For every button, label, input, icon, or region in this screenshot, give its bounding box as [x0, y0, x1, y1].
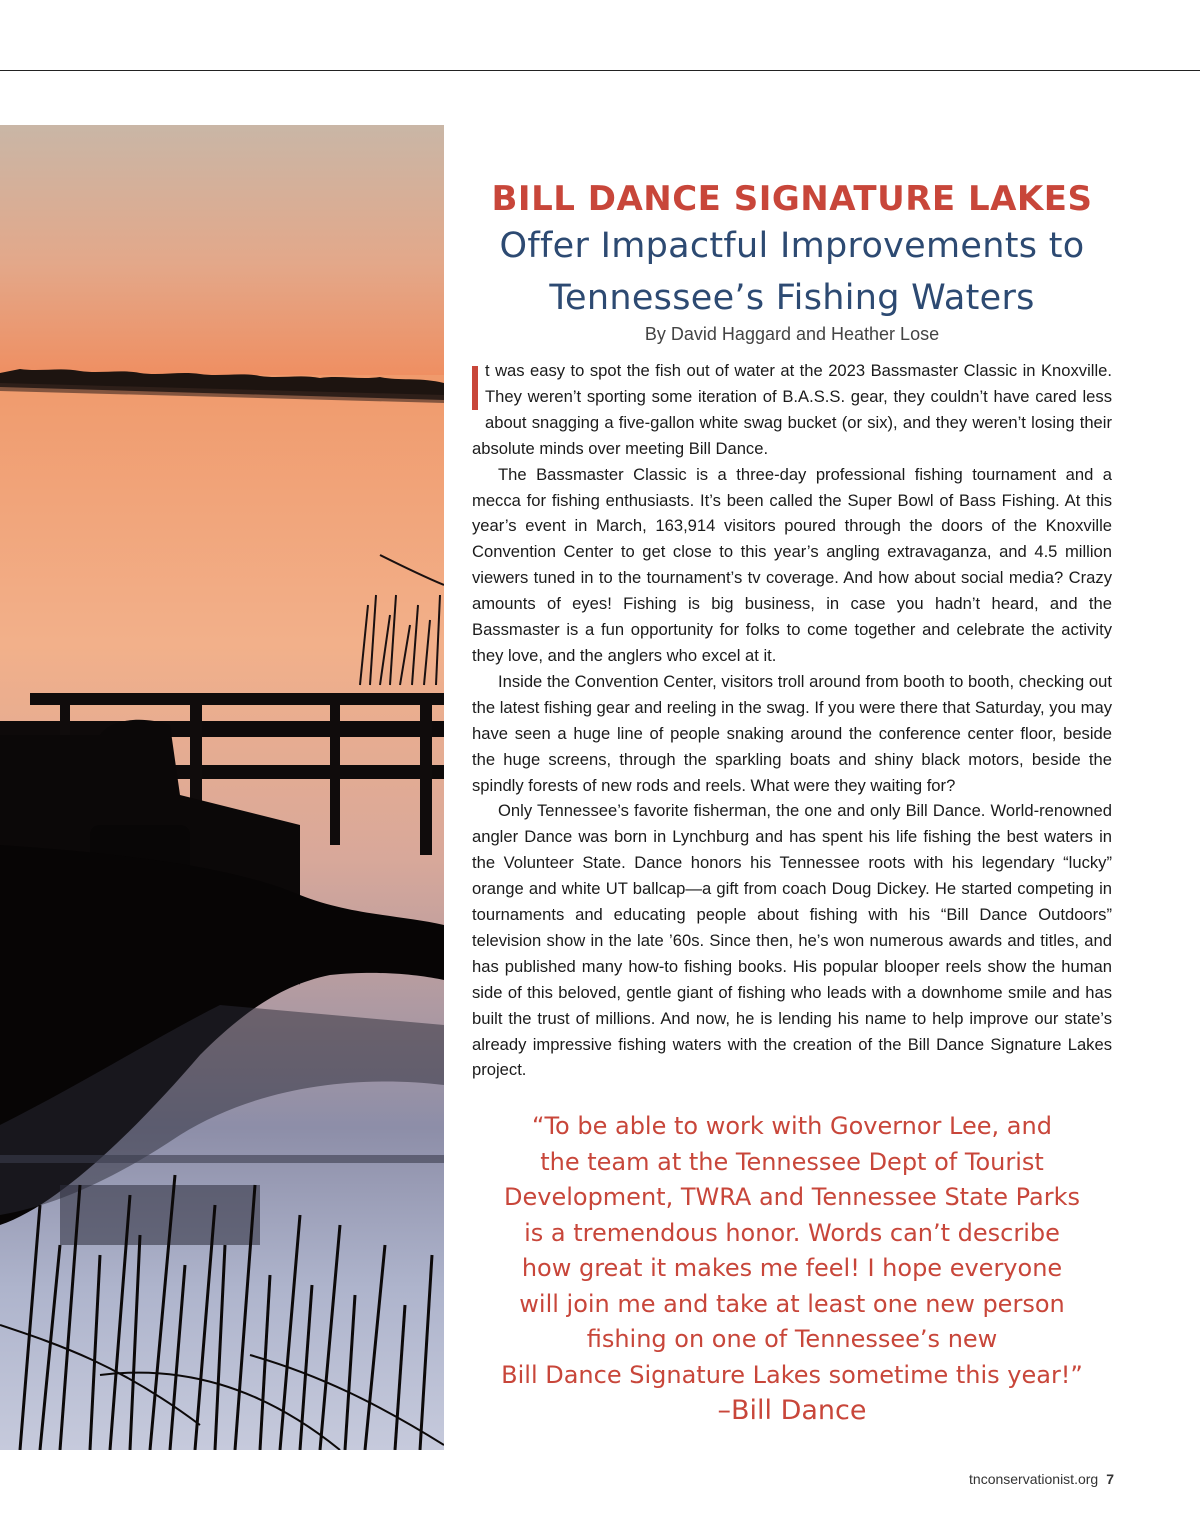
paragraph: The Bassmaster Classic is a three-day professional fishing tournament and a mecca for fishing enthusiasts. It’s been called the Super Bowl of Bass Fishing. At this year’s event in March, 163,914 visitors poured through the doors of the Knoxville Convention Center to get close to this year’s angling extravaganza, and 4.5 million viewers tuned in to the tournament’s tv coverage. And how about social media? Crazy amounts of eyes! Fishing is big business, in case you hadn’t heard, and the Bassmaster is a fun opportunity for folks to come together and celebrate the activity they love, and the anglers who excel at it.	[472, 464, 1112, 665]
quote-line: fishing on one of Tennessee’s new	[586, 1325, 998, 1354]
sunset-lake-image	[0, 125, 444, 1450]
subhead	[472, 220, 1112, 324]
byline: By David Haggard and Heather Lose	[644, 324, 940, 344]
subhead-line: Offer Impactful Improvements to	[499, 226, 1085, 266]
quote-line: will join me and take at least one new person	[519, 1289, 1065, 1318]
headline: BILL DANCE SIGNATURE LAKES	[491, 179, 1093, 219]
top-rule	[0, 70, 1200, 71]
site-url: tnconservationist.org	[969, 1471, 1099, 1487]
paragraph: Only Tennessee’s favorite fisherman, the one and only Bill Dance. World-renowned angler Dance was born in Lynchburg and has spent his life fishing the best waters in the Volunteer State. Dance honors his Tennessee roots with his legendary “lucky” orange and white UT ballcap—a gift from coach Doug Dickey. He started competing in tournaments and educating people about fishing with his “Bill Dance Outdoors” television show in the late ’60s. Since then, he’s won numerous awards and titles, and has published many how-to fishing books. His popular blooper reels show the human side of this beloved, gentle giant of fishing who leads with a downhome smile and has built the trust of millions. And now, he is lending his name to help improve our state’s already impressive fishing waters with the creation of the Bill Dance Signature Lakes project.	[472, 801, 1112, 1080]
subhead-line: Tennessee’s Fishing Waters	[549, 278, 1035, 318]
quote-line: is a tremendous honor. Words can’t describe	[524, 1218, 1060, 1247]
quote-line: “To be able to work with Governor Lee, and	[532, 1112, 1052, 1141]
sunset-lake-photo	[0, 125, 444, 1450]
quote-line: the team at the Tennessee Dept of Tourist	[540, 1147, 1044, 1176]
page-number: 7	[1106, 1471, 1114, 1487]
quote-line: how great it makes me feel! I hope everyone	[521, 1254, 1063, 1283]
article	[472, 178, 1112, 1429]
quote-line: Development, TWRA and Tennessee State Parks	[504, 1183, 1080, 1212]
page-footer	[969, 1471, 1114, 1487]
paragraph	[472, 358, 1112, 462]
drop-cap-bar	[472, 366, 478, 410]
paragraph-text: t was easy to spot the fish out of water at the 2023 Bassmaster Classic in Knoxville. They weren’t sporting some iteration of B.A.S.S. gear, they couldn’t have cared less about snagging a five-gallon white swag bucket (or six), and they weren’t losing their absolute minds over meeting Bill Dance.	[472, 361, 1112, 458]
article-body	[472, 358, 1112, 1083]
quote-attribution: –Bill Dance	[717, 1395, 867, 1427]
pull-quote	[472, 1109, 1112, 1393]
quote-line: Bill Dance Signature Lakes sometime this year!”	[501, 1360, 1083, 1389]
paragraph: Inside the Convention Center, visitors troll around from booth to booth, checking out the latest fishing gear and reeling in the swag. If you were there that Saturday, you may have seen a huge line of people snaking around the conference center floor, beside the huge screens, through the sparkling boats and shiny black motors, beside the spindly forests of new rods and reels. What were they waiting for?	[472, 671, 1112, 795]
